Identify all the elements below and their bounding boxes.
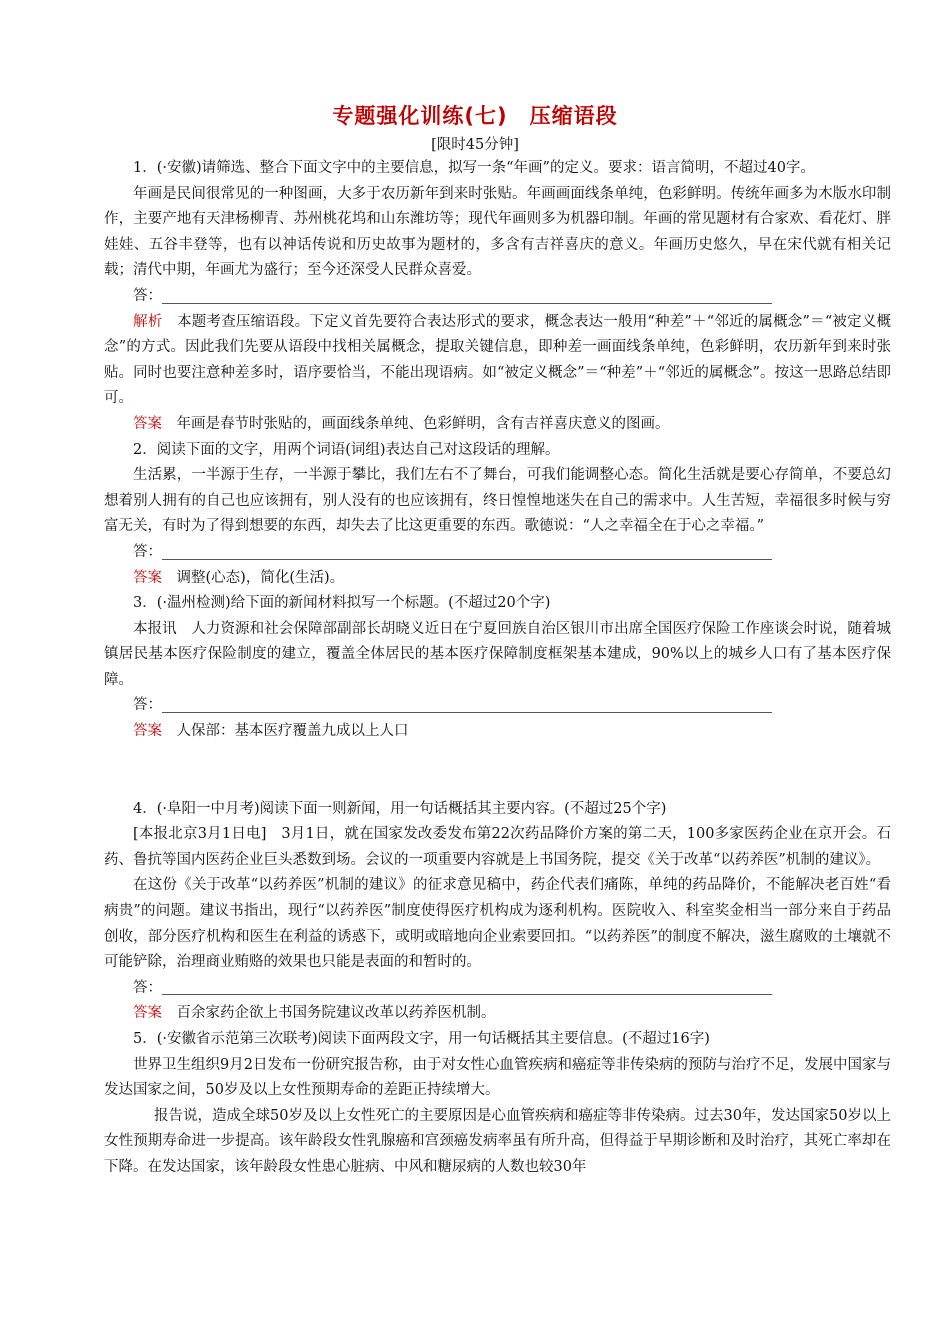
- answer-text: 人保部：基本医疗覆盖九成以上人口: [176, 723, 409, 740]
- question-4-passage-2: 在这份《关于改革“以药养医”机制的建议》的征求意见稿中，药企代表们痛陈，单纯的药品降价，不能解决老百姓“看病贵”的问题。建议书指出，现行“以药养医”制度使得医疗机构成为逐利机构。医院收入、科室奖金相当一部分来自于药品创收，部分医疗机构和医生在利益的诱惑下，或明或暗地向企业索要回扣。“以药养医”的制度不解决，滋生腐败的土壤就不可能铲除，治理商业贿赂的效果也只能是表面的和暂时的。: [104, 877, 891, 971]
- question-1-answer-blank[interactable]: 答：: [104, 284, 891, 310]
- question-5-passage-1: 世界卫生组织9月2日发布一份研究报告称，由于对女性心血管疾病和癌症等非传染病的预防与治疗不足，发展中国家与发达国家之间，50岁及以上女性预期寿命的差距正持续增大。: [104, 1056, 891, 1099]
- exercise-content: [104, 156, 891, 1181]
- question-3-answer-blank[interactable]: 答：: [104, 693, 891, 719]
- spacer: [104, 745, 891, 797]
- question-1-analysis: [104, 310, 891, 412]
- answer-label: 答案: [133, 569, 162, 586]
- question-3-passage: 本报讯 人力资源和社会保障部副部长胡晓义近日在宁夏回族自治区银川市出席全国医疗保险工作座谈会时说，随着城镇居民基本医疗保险制度的建立，覆盖全体居民的基本医疗保障制度框架基本建成，90%以上的城乡人口有了基本医疗保障。: [104, 620, 891, 688]
- page-title: [0, 100, 950, 130]
- question-2-passage: 生活累，一半源于生存，一半源于攀比，我们左右不了舞台，可我们能调整心态。简化生活就是要心存简单，不要总幻想着别人拥有的自己也应该拥有，别人没有的也应该拥有，终日惶惶地迷失在自己的需求中。人生苦短，幸福很多时候与穷富无关，有时为了得到想要的东西，却失去了比这更重要的东西。歌德说：“人之幸福全在于心之幸福。”: [104, 467, 891, 535]
- answer-text: 调整(心态)，简化(生活)。: [176, 569, 345, 586]
- question-1-answer: [104, 412, 891, 438]
- question-2-answer: [104, 566, 891, 592]
- title-topic: 压缩语段: [529, 104, 618, 128]
- analysis-label: 解析: [133, 313, 163, 330]
- question-1: 1．(·安徽)请筛选、整合下面文字中的主要信息，拟写一条“年画”的定义。要求：语言简明，不超过40字。: [133, 160, 815, 176]
- question-3: 3．(·温州检测)给下面的新闻材料拟写一个标题。(不超过20个字): [133, 595, 551, 612]
- time-limit: [限时45分钟]: [431, 137, 519, 153]
- question-2-answer-blank[interactable]: 答：: [104, 540, 891, 566]
- answer-label: 答案: [133, 415, 162, 432]
- question-4-passage-1: [本报北京3月1日电] 3月1日，就在国家发改委发布第22次药品降价方案的第二天，100多家医药企业在京开会。石药、鲁抗等国内医药企业巨头悉数到场。会议的一项重要内容就是上书国务院，提交《关于改革“以药养医”机制的建议》。: [104, 826, 891, 868]
- question-1-passage: 年画是民间很常见的一种图画，大多于农历新年到来时张贴。年画画面线条单纯，色彩鲜明。传统年画多为木版水印制作，主要产地有天津杨柳青、苏州桃花坞和山东潍坊等；现代年画则多为机器印制。年画的常见题材有合家欢、看花灯、胖娃娃、五谷丰登等，也有以神话传说和历史故事为题材的，多含有吉祥喜庆的意义。年画历史悠久，早在宋代就有相关记载；清代中期，年画尤为盛行；至今还深受人民群众喜爱。: [104, 185, 891, 279]
- question-3-answer: [104, 719, 891, 745]
- question-5: 5．(·安徽省示范第三次联考)阅读下面两段文字，用一句话概括其主要信息。(不超过16字): [133, 1031, 710, 1047]
- question-4-answer-blank[interactable]: 答：: [104, 976, 891, 1002]
- question-4: 4．(·阜阳一中月考)阅读下面一则新闻，用一句话概括其主要内容。(不超过25个字): [133, 800, 667, 817]
- question-5-passage-2: 报告说，造成全球50岁及以上女性死亡的主要原因是心血管疾病和癌症等非传染病。过去30年，发达国家50岁以上女性预期寿命进一步提高。该年龄段女性乳腺癌和宫颈癌发病率虽有所升高，但得益于早期诊断和及时治疗，其死亡率却在下降。在发达国家，该年龄段女性患心脏病、中风和糖尿病的人数也较30年: [104, 1107, 891, 1175]
- question-2: 2．阅读下面的文字，用两个词语(词组)表达自己对这段话的理解。: [133, 441, 560, 458]
- title-main: 专题强化训练(七): [332, 104, 508, 128]
- analysis-text: 本题考查压缩语段。下定义首先要符合表达形式的要求，概念表达一般用“种差”＋“邻近的属概念”＝“被定义概念”的方式。因此我们先要从语段中找相关属概念，提取关键信息，即种差一画面线条单纯，色彩鲜明，农历新年到来时张贴。同时也要注意种差多时，语序要恰当，不能出现语病。如“被定义概念”＝“种差”＋“邻近的属概念”。按这一思路总结即可。: [104, 313, 892, 407]
- answer-text: 年画是春节时张贴的，画面线条单纯、色彩鲜明，含有吉祥喜庆意义的图画。: [176, 415, 670, 432]
- question-4-answer: [104, 1001, 891, 1027]
- answer-text: 百余家药企欲上书国务院建议改革以药养医机制。: [176, 1005, 496, 1022]
- answer-label: 答案: [133, 1005, 162, 1022]
- answer-label: 答案: [133, 723, 162, 740]
